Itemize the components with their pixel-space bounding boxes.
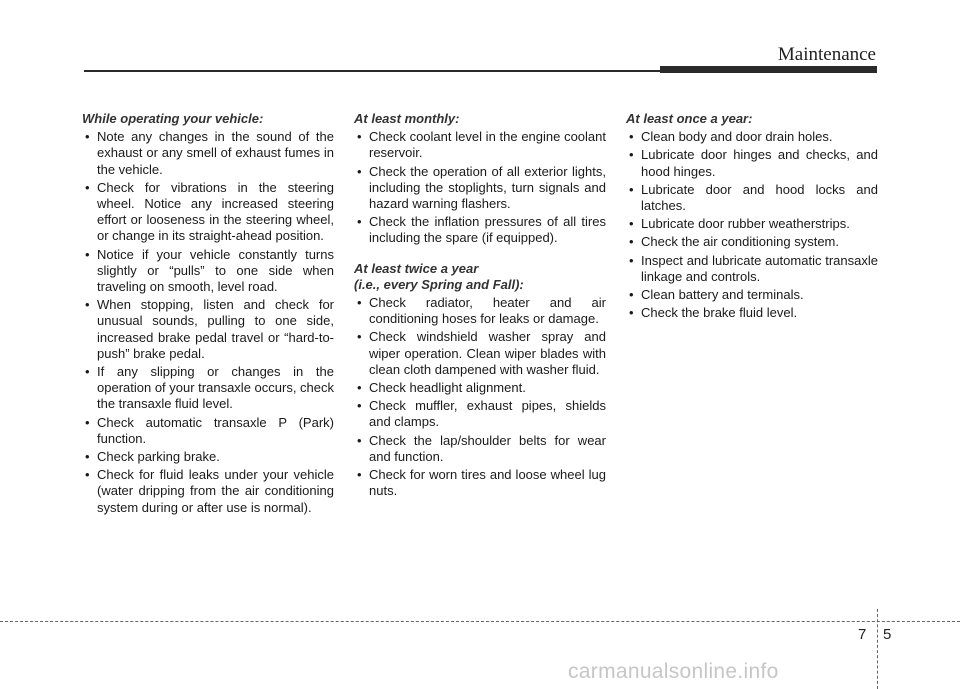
section-twice-a-year	[354, 261, 606, 500]
list-item: • Check radiator, heater and air conditioning hoses for leaks or damage.	[354, 295, 606, 327]
list-item: • Check muffler, exhaust pipes, shields and clamps.	[354, 398, 606, 430]
list-item: • Check the air conditioning system.	[626, 234, 878, 250]
section-while-operating	[82, 111, 334, 516]
bullet-list	[82, 129, 334, 516]
chapter-number: 7	[858, 626, 867, 643]
section-monthly	[354, 111, 606, 247]
watermark: carmanualsonline.info	[568, 660, 779, 683]
column-3	[626, 111, 878, 335]
list-item: • Check windshield washer spray and wiper operation. Clean wiper blades with clean cloth dampened with washer fluid.	[354, 329, 606, 378]
section-once-a-year	[626, 111, 878, 321]
list-item: • Lubricate door hinges and checks, and hood hinges.	[626, 147, 878, 179]
bullet-list	[354, 295, 606, 499]
list-item: • Lubricate door and hood locks and latches.	[626, 182, 878, 214]
list-item: • Notice if your vehicle constantly turns slightly or “pulls” to one side when traveling on smooth, level road.	[82, 247, 334, 296]
list-item: • Note any changes in the sound of the exhaust or any smell of exhaust fumes in the vehicle.	[82, 129, 334, 178]
bullet-list	[626, 129, 878, 321]
footer-divider	[877, 609, 878, 689]
list-item: • If any slipping or changes in the operation of your transaxle occurs, check the transaxle fluid level.	[82, 364, 334, 413]
list-item: • Check the inflation pressures of all tires including the spare (if equipped).	[354, 214, 606, 246]
list-item: • Check coolant level in the engine coolant reservoir.	[354, 129, 606, 161]
column-2	[354, 111, 606, 513]
list-item: • Inspect and lubricate automatic transaxle linkage and controls.	[626, 253, 878, 285]
list-item: • Check the lap/shoulder belts for wear and function.	[354, 433, 606, 465]
section-heading: At least once a year:	[626, 111, 753, 126]
list-item: • Clean battery and terminals.	[626, 287, 878, 303]
column-1	[82, 111, 334, 530]
list-item: • Lubricate door rubber weatherstrips.	[626, 216, 878, 232]
footer-rule	[0, 621, 960, 622]
list-item: • Check the brake fluid level.	[626, 305, 878, 321]
list-item: • When stopping, listen and check for unusual sounds, pulling to one side, increased brake pedal travel or “hard-to-push” brake pedal.	[82, 297, 334, 362]
section-heading: At least twice a year	[354, 260, 479, 276]
list-item: • Check for fluid leaks under your vehicle (water dripping from the air conditioning system during or after use is normal).	[82, 467, 334, 516]
list-item: • Check the operation of all exterior lights, including the stoplights, turn signals and hazard warning flashers.	[354, 164, 606, 213]
list-item: • Check for vibrations in the steering wheel. Notice any increased steering effort or looseness in the steering wheel, or change in its straight-ahead position.	[82, 180, 334, 245]
section-heading-line-2: (i.e., every Spring and Fall):	[354, 276, 524, 292]
bullet-list	[354, 129, 606, 246]
section-heading: At least monthly:	[354, 111, 460, 126]
list-item: • Check parking brake.	[82, 449, 334, 465]
page-number: 5	[883, 626, 892, 643]
section-title: Maintenance	[777, 44, 876, 65]
list-item: • Check headlight alignment.	[354, 380, 606, 396]
section-heading: While operating your vehicle:	[82, 111, 264, 126]
header-rule-thin	[84, 70, 664, 72]
list-item: • Check automatic transaxle P (Park) function.	[82, 415, 334, 447]
header-rule-thick	[660, 66, 877, 73]
list-item: • Clean body and door drain holes.	[626, 129, 878, 145]
list-item: • Check for worn tires and loose wheel lug nuts.	[354, 467, 606, 499]
